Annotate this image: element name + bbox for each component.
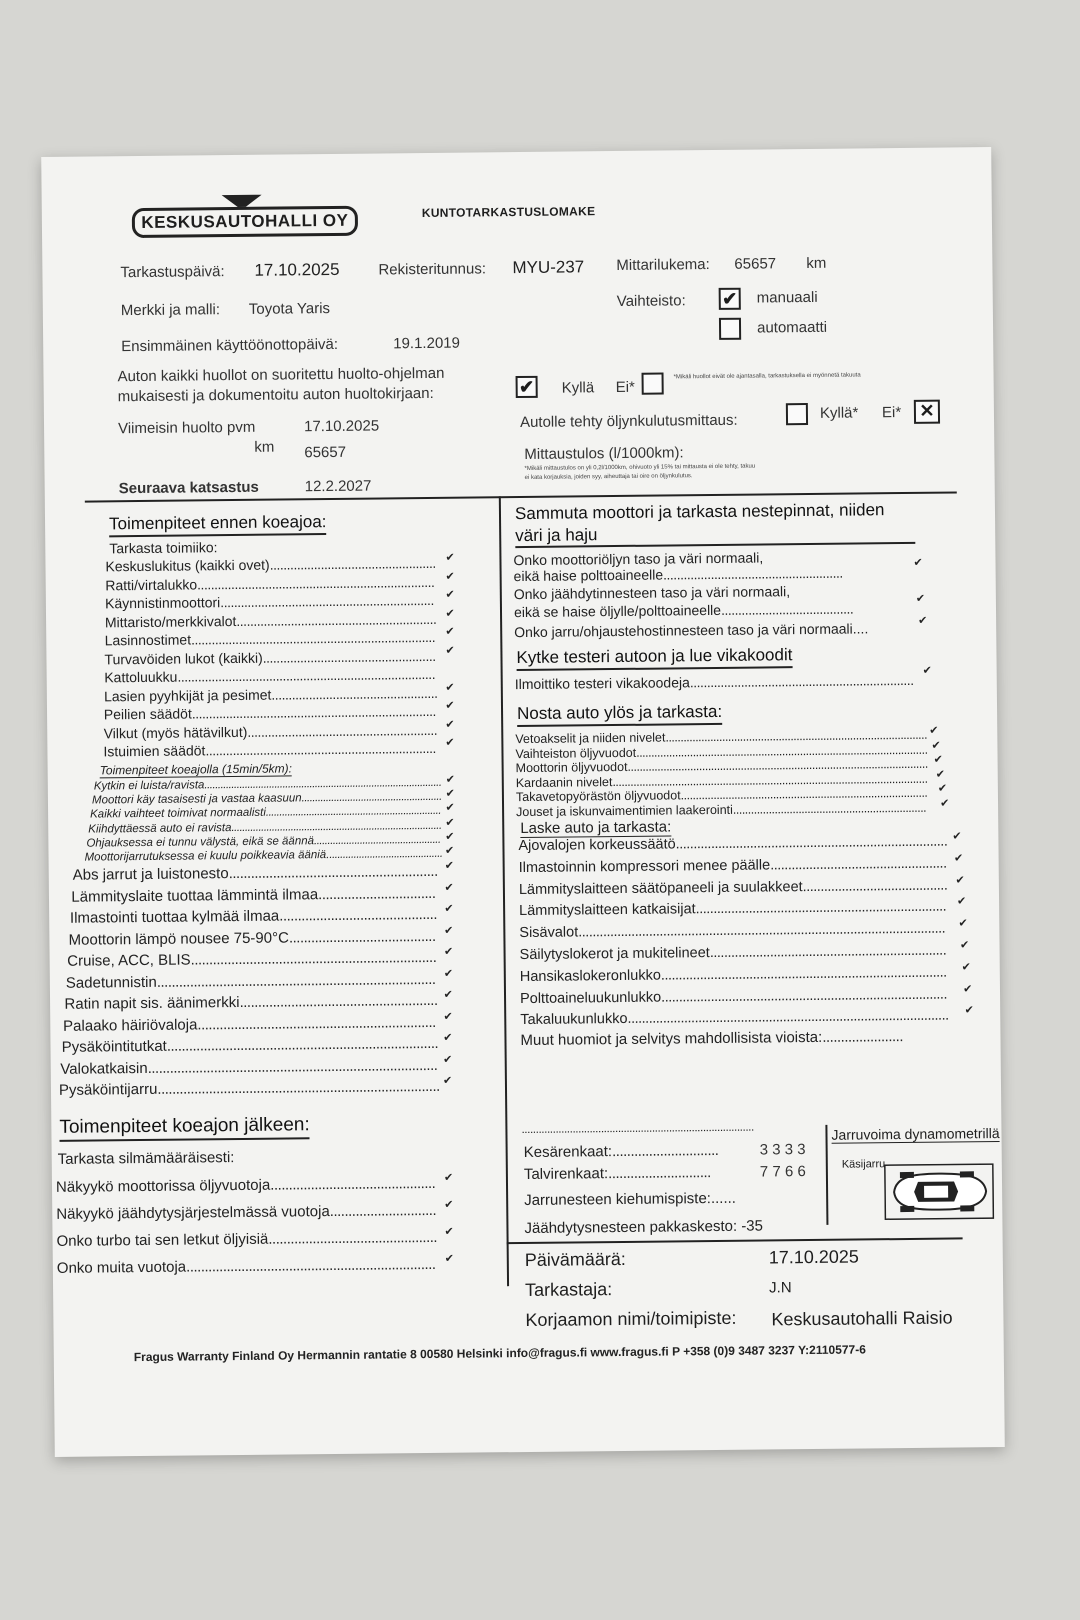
last-service-label: Viimeisin huolto pvm: [117, 418, 256, 438]
lift-item-check-6[interactable]: ✔: [939, 797, 950, 810]
measurement-note-line2: ei kata korjauksia, joiden syy, aiheuttaja tai oire on öljynkulutus.: [524, 473, 693, 481]
inspection-form-sheet: [41, 147, 1005, 1457]
last-service-km-label: km: [254, 438, 275, 456]
drive-item-check-4[interactable]: ✔: [445, 816, 455, 829]
lift-item-5: Takavetopyörästön öljyvuodot...................................................................................: [515, 785, 928, 805]
lift-item-check-1[interactable]: ✔: [929, 724, 939, 737]
oil-yes-checkbox[interactable]: [786, 403, 808, 425]
before-item-8: Lasien pyyhkijät ja pesimet.................................................: [103, 684, 438, 704]
drive-item-check-5[interactable]: ✔: [445, 830, 455, 843]
tester-title: Kytke testeri autoon ja lue vikakoodit: [516, 645, 792, 671]
after-item-check-4[interactable]: ✔: [444, 1252, 455, 1265]
last-service-km-value: 65657: [304, 443, 347, 462]
test-drive-checklist-2: [41, 147, 991, 157]
drive-item2-check-9[interactable]: ✔: [443, 1031, 453, 1044]
fluid-oil-check[interactable]: ✔: [913, 556, 923, 569]
drive-item-4: Kiihdyttäessä auto ei ravista..............................................................................: [88, 819, 442, 836]
handbrake-label: Käsijarru: [841, 1158, 886, 1171]
notes-line: Muut huomiot ja selvitys mahdollisista vioista:......................: [520, 1028, 904, 1050]
lower-title: Laske auto ja tarkasta:: [520, 818, 672, 838]
lift-item-2: Vaihteiston öljyvuodot..................................................................................................: [515, 742, 928, 761]
before-item-6: Turvavöiden lukot (kaikki)...................................................: [104, 647, 436, 667]
inspection-date-label: Tarkastuspäivä:: [120, 263, 225, 282]
fluid-brake-line: Onko jarru/ohjaustehostinnesteen taso ja väri normaali....: [514, 620, 869, 641]
before-item-check-3[interactable]: ✔: [445, 588, 455, 601]
gearbox-label: Vaihteisto:: [616, 292, 686, 310]
drive-item2-10: Valokatkaisin...............................................................................: [60, 1056, 438, 1078]
lower-item-check-1[interactable]: ✔: [952, 830, 962, 843]
before-item-check-9[interactable]: ✔: [445, 699, 455, 712]
before-item-4: Mittaristo/merkkivalot...........................................................: [104, 610, 437, 630]
service-note: *Mikäli huollot eivät ole ajantasalla, tarkastuksella ei myönnetä takuuta: [673, 372, 861, 381]
gearbox-auto-label: automaatti: [756, 318, 828, 337]
lift-item-check-2[interactable]: ✔: [931, 739, 941, 752]
column-divider: [499, 496, 509, 1286]
lower-item-2: Ilmastoinnin kompressori menee päälle..................................................: [518, 855, 947, 876]
drive-item-check-2[interactable]: ✔: [445, 787, 455, 800]
drive-item2-check-1[interactable]: ✔: [444, 859, 454, 872]
before-item-1: Keskuslukitus (kaikki ovet).................................................: [105, 554, 436, 575]
lower-item-1: Ajovalojen korkeussäätö.............................................................................: [518, 833, 948, 855]
coolant-frost: Jäähdytysnesteen pakkaskesto: -35: [524, 1217, 764, 1238]
registration-label: Rekisteritunnus:: [378, 260, 487, 279]
before-item-5: Lasinnostimet........................................................................: [104, 628, 436, 649]
car-topview-icon: [884, 1163, 995, 1220]
lower-item-check-7[interactable]: ✔: [961, 961, 971, 974]
lift-item-check-3[interactable]: ✔: [933, 753, 943, 766]
drive-item2-check-3[interactable]: ✔: [444, 902, 454, 915]
drive-item2-6: Sadetunnistin............................................................................: [65, 970, 436, 992]
date-label: Päivämäärä:: [524, 1248, 626, 1271]
lower-item-7: Hansikaslokeronlukko.................................................................................: [519, 964, 947, 985]
drive-item2-4: Moottorin lämpö nousee 75-90°C........................................: [68, 927, 436, 949]
inspector-value: J.N: [769, 1279, 792, 1297]
lower-item-4: Lämmityslaitteen katkaisijat.......................................................................: [519, 898, 947, 920]
fluids-title-line1: Sammuta moottori ja tarkasta nestepinnat, niiden: [514, 500, 885, 524]
drive-item2-check-4[interactable]: ✔: [444, 924, 454, 937]
service-yes-checkbox[interactable]: ✔: [516, 376, 538, 398]
summer-tires-value: 3 3 3 3: [759, 1141, 806, 1159]
drive-item2-check-11[interactable]: ✔: [442, 1074, 453, 1087]
lower-checklist: [41, 147, 991, 157]
next-inspection-label: Seuraava katsastus: [118, 478, 259, 498]
drive-item2-check-5[interactable]: ✔: [443, 945, 454, 958]
before-item-check-4[interactable]: ✔: [445, 607, 455, 620]
next-inspection-value: 12.2.2027: [304, 477, 372, 496]
lower-item-6: Säilytyslokerot ja mukitelineet...................................................................: [519, 942, 947, 964]
measurement-result-label: Mittaustulos (l/1000km):: [524, 444, 684, 463]
odometer-value: 65657: [734, 255, 777, 273]
lift-item-1: Vetoakselit ja niiden nivelet........................................................................................: [515, 727, 928, 747]
service-history-line1: Auton kaikki huollot on suoritettu huolto-ohjelman: [117, 364, 445, 386]
before-item-check-8[interactable]: ✔: [445, 681, 455, 694]
odometer-unit: km: [806, 254, 827, 273]
footer-contact: Fragus Warranty Finland Oy Hermannin rantatie 8 00580 Helsinki info@fragus.fi www.fragus.fi P +358 (0)9 3487 3237 Y:2110577-6: [133, 1342, 866, 1365]
summer-tires: Kesärenkaat:.............................: [523, 1141, 719, 1162]
lower-item-8: Polttoaineluukunlukko.................................................................................: [519, 986, 948, 1007]
fluid-brake-check[interactable]: ✔: [918, 614, 928, 627]
test-drive-title: Toimenpiteet koeajolla (15min/5km):: [99, 761, 293, 778]
after-item-2: Näkyykö jäähdytysjärjestelmässä vuotoja.............................: [56, 1201, 437, 1223]
drive-item2-8: Palaako häiriövaloja.................................................................: [63, 1013, 436, 1035]
lift-checklist: [41, 147, 991, 157]
oil-no-checkbox[interactable]: ✕: [914, 400, 940, 424]
after-item-check-2[interactable]: ✔: [444, 1198, 454, 1211]
lower-item-check-9[interactable]: ✔: [964, 1004, 974, 1017]
after-item-1: Näkyykö moottorissa öljyvuotoja.............................................: [55, 1174, 436, 1196]
tester-check[interactable]: ✔: [922, 664, 932, 677]
winter-tires: Talvirenkaat:............................: [523, 1164, 711, 1184]
drive-item2-5: Cruise, ACC, BLIS...................................................................: [67, 948, 437, 970]
fluid-coolant-check[interactable]: ✔: [915, 592, 926, 605]
service-history-line2: mukaisesti ja dokumentoitu auton huoltokirjaan:: [117, 384, 434, 406]
drive-item2-7: Ratin napit sis. äänimerkki......................................................: [64, 991, 438, 1013]
before-drive-title: Toimenpiteet ennen koeajoa:: [109, 512, 327, 537]
make-model-label: Merkki ja malli:: [120, 301, 221, 320]
lower-item-5: Sisävalot........................................................................................................: [519, 920, 946, 942]
after-drive-checklist: [41, 147, 991, 157]
lower-item-check-5[interactable]: ✔: [958, 917, 968, 930]
service-yes-label: Kyllä: [561, 379, 595, 397]
tester-item: Ilmoittiko testeri vikakoodeja..................................................................: [514, 671, 914, 693]
workshop-label: Korjaamon nimi/toimipiste:: [525, 1307, 737, 1331]
make-model-value: Toyota Yaris: [248, 299, 331, 318]
drive-item-check-1[interactable]: ✔: [445, 773, 456, 786]
drive-item-1: Kytkin ei luista/ravista........................................................................................: [93, 776, 442, 793]
lift-item-check-4[interactable]: ✔: [935, 768, 946, 781]
first-registration-label: Ensimmäinen käyttöönottopäivä:: [121, 335, 339, 356]
lift-item-3: Moottorin öljyvuodot.....................................................................................................: [515, 756, 928, 776]
lift-item-check-5[interactable]: ✔: [937, 782, 948, 795]
fluid-coolant-line1: Onko jäähdytinnesteen taso ja väri normaali,: [513, 583, 791, 603]
drive-item-3: Kaikki vaihteet toimivat normaalisti.................................................................: [90, 805, 442, 821]
drive-item2-check-6[interactable]: ✔: [443, 967, 454, 980]
before-item-11: Istuimien säädöt....................................................................: [103, 739, 436, 760]
after-drive-subtitle: Tarkasta silmämääräisesti:: [57, 1149, 235, 1168]
drive-item-2: Moottori käy tasaisesti ja vastaa kaasuun....................................................: [91, 791, 442, 807]
drive-item2-3: Ilmastointi tuottaa kylmää ilmaa...........................................: [69, 905, 438, 927]
gearbox-manual-label: manuaali: [756, 288, 818, 307]
form-title: KUNTOTARKASTUSLOMAKE: [421, 204, 596, 221]
after-item-3: Onko turbo tai sen letkut öljyisiä..............................................: [56, 1228, 438, 1250]
before-item-3: Käynnistinmoottori...............................................................: [105, 591, 434, 612]
drive-item2-check-7[interactable]: ✔: [443, 988, 453, 1001]
before-item-check-1[interactable]: ✔: [445, 551, 455, 564]
before-item-check-11[interactable]: ✔: [445, 736, 455, 749]
company-logo: KESKUSAUTOHALLI OY: [132, 206, 358, 238]
dyno-divider: [825, 1125, 828, 1225]
before-item-check-5[interactable]: ✔: [445, 625, 455, 638]
notes-blank-line[interactable]: ..................................................................................: [521, 1119, 754, 1137]
dyno-title: Jarruvoima dynamometrillä: [831, 1125, 1000, 1143]
last-service-value: 17.10.2025: [303, 417, 380, 436]
fluid-coolant-line2: eikä se haise öljylle/polttoaineelle.......................................: [513, 600, 854, 621]
signature-divider: [507, 1237, 963, 1244]
before-drive-checklist: [41, 147, 991, 157]
drive-item-check-6[interactable]: ✔: [444, 844, 455, 857]
drive-item-check-3[interactable]: ✔: [445, 802, 455, 815]
fluid-oil-line1: Onko moottoriöljyn taso ja väri normaali,: [513, 549, 764, 569]
lower-item-check-2[interactable]: ✔: [953, 852, 964, 865]
drive-item2-11: Pysäköintijarru.............................................................................: [58, 1077, 440, 1099]
gearbox-auto-checkbox[interactable]: [719, 318, 741, 340]
before-item-check-2[interactable]: ✔: [445, 570, 455, 583]
lower-item-check-8[interactable]: ✔: [963, 982, 973, 995]
before-item-9: Peilien säädöt........................................................................: [103, 702, 436, 723]
lower-item-check-4[interactable]: ✔: [956, 895, 967, 908]
before-item-7: Kattoluukku............................................................................: [104, 665, 436, 686]
check-works-label: Tarkasta toimiiko:: [109, 539, 218, 557]
drive-item-6: Moottorijarrutuksessa ei kuulu poikkeavia ääniä...........................................: [84, 847, 443, 864]
service-no-label: Ei*: [615, 378, 635, 397]
lower-item-3: Lämmityslaitteen säätöpaneeli ja suulakkeet.........................................: [518, 877, 948, 898]
workshop-value: Keskusautohalli Raisio: [771, 1307, 953, 1330]
before-item-check-10[interactable]: ✔: [445, 718, 455, 731]
registration-value: MYU-237: [512, 257, 585, 278]
first-registration-value: 19.1.2019: [393, 334, 461, 353]
fluids-title-line2: väri ja haju: [515, 522, 915, 548]
drive-item-5: Ohjauksessa ei tunnu välystä, eikä se äännä...............................................: [86, 833, 441, 850]
after-item-check-1[interactable]: ✔: [443, 1171, 454, 1184]
drive-item2-check-10[interactable]: ✔: [443, 1053, 453, 1066]
oil-measurement-label: Autolle tehty öljynkulutusmittaus:: [519, 411, 738, 432]
after-drive-title: Toimenpiteet koeajon jälkeen:: [59, 1114, 310, 1142]
lower-item-9: Takaluukunlukko...........................................................................................: [520, 1007, 949, 1029]
oil-yes-label: Kyllä*: [819, 404, 859, 422]
before-item-check-6[interactable]: ✔: [445, 644, 455, 657]
drive-item2-9: Pysäköintitutkat..........................................................................: [61, 1034, 439, 1056]
before-item-10: Vilkut (myös hätävilkut)........................................................: [103, 721, 438, 741]
before-item-2: Ratti/virtalukko......................................................................: [105, 573, 435, 593]
after-item-check-3[interactable]: ✔: [444, 1225, 454, 1238]
lift-item-6: Jouset ja iskunvaimentimien laakerointi.................................................................: [516, 800, 927, 819]
lift-title: Nosta auto ylös ja tarkasta:: [517, 702, 722, 727]
drive-item2-1: Abs jarrut ja luistonesto.........................................................: [72, 862, 438, 884]
test-drive-checklist: [41, 147, 991, 157]
winter-tires-value: 7 7 6 6: [759, 1163, 806, 1181]
inspection-date-value: 17.10.2025: [254, 259, 340, 280]
date-value: 17.10.2025: [768, 1246, 859, 1268]
brake-fluid-boiling: Jarrunesteen kiehumispiste:......: [524, 1189, 737, 1210]
lower-item-check-6[interactable]: ✔: [959, 939, 970, 952]
odometer-label: Mittarilukema:: [616, 256, 710, 274]
drive-item2-check-2[interactable]: ✔: [444, 881, 454, 894]
fluid-oil-line2: eikä haise polttoaineelle.....................................................: [513, 564, 843, 585]
gearbox-manual-checkbox[interactable]: ✔: [719, 288, 741, 310]
inspector-label: Tarkastaja:: [525, 1279, 613, 1301]
service-no-checkbox[interactable]: [642, 373, 664, 395]
after-item-4: Onko muita vuotoja....................................................................: [56, 1255, 436, 1277]
lower-item-check-3[interactable]: ✔: [955, 873, 965, 887]
lift-item-4: Kardaanin nivelet..........................................................................................................: [515, 771, 928, 790]
drive-item2-check-8[interactable]: ✔: [443, 1010, 453, 1023]
oil-no-label: Ei*: [881, 404, 902, 422]
drive-item2-2: Lämmityslaite tuottaa lämmintä ilmaa................................: [71, 884, 436, 906]
measurement-note-line1: *Mikäli mittaustulos on yli 0,2l/1000km, ohivuoto yli 15% tai mittausta ei ole tehty, takuu: [524, 463, 756, 472]
